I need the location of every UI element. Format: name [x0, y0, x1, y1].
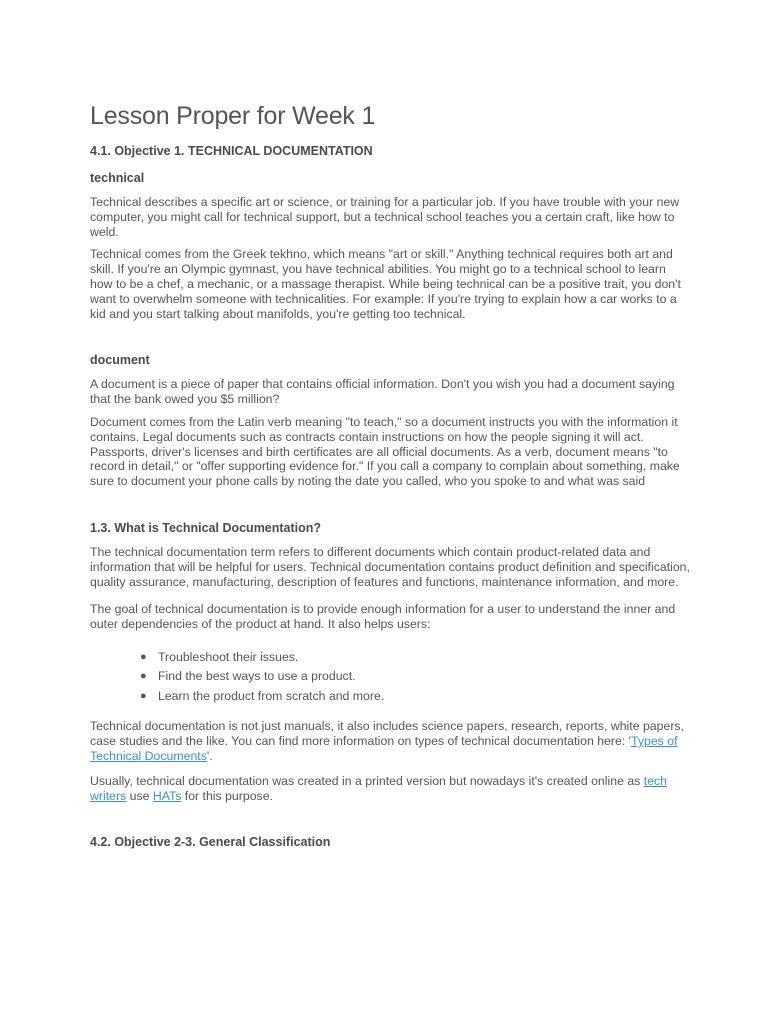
term-technical-heading: technical	[90, 171, 145, 185]
paragraph-3-text: Technical documentation is not just manuals, it also includes science papers, research, reports, white papers, case studies and the like. You can find more information on types of technical documentation here: '	[90, 719, 684, 749]
tech-writers-link[interactable]: tech writers	[90, 773, 667, 803]
list-item-text: Learn the product from scratch and more.	[158, 688, 385, 703]
section-1-3-paragraph-1: The technical documentation term refers to different documents which contain product-related data and information that will be helpful for users. Technical documentation contains product definition and specification, quality assurance, manufacturing, description of features and functions, maintenance information, and more.	[90, 544, 690, 589]
types-of-technical-documents-link[interactable]: Types of Technical Documents	[90, 734, 678, 764]
technical-paragraph-1: Technical describes a specific art or science, or training for a particular job. If you have trouble with your new computer, you might call for technical support, but a technical school teaches you a certain craft, like how to weld.	[90, 195, 680, 239]
technical-paragraph-2: Technical comes from the Greek tekhno, which means "art or skill." Anything technical requires both art and skill. If you're an Olympic gymnast, you have technical abilities. You might go to a technical school to learn how to be a chef, a mechanic, or a massage therapist. While being technical can be a positive trait, you don't want to overwhelm someone with technicalities. For example: If you're trying to explain how a car works to a kid and you start talking about manifolds, you're getting too technical.	[90, 247, 681, 321]
hats-link[interactable]: HATs	[152, 788, 182, 803]
list-item-text: Troubleshoot their issues.	[158, 649, 299, 664]
list-item	[140, 648, 690, 668]
objective23-heading: 4.2. Objective 2-3. General Classification	[90, 835, 331, 850]
bullet-icon: ●	[140, 650, 147, 663]
section-1-3-paragraph-3	[90, 719, 690, 763]
section-1-3-paragraph-4	[90, 774, 690, 804]
paragraph-3-suffix: '.	[206, 749, 213, 764]
term-document-heading: document	[90, 353, 150, 368]
help-list	[90, 648, 690, 707]
paragraph-4-text: Usually, technical documentation was created in a printed version but nowadays it's created online as	[90, 773, 644, 788]
paragraph-4-mid: use	[126, 788, 153, 803]
list-item	[140, 687, 690, 707]
list-item-text: Find the best ways to use a product.	[158, 669, 356, 684]
bullet-icon: ●	[140, 689, 147, 702]
section-1-3-heading: 1.3. What is Technical Documentation?	[90, 520, 322, 535]
paragraph-4-suffix: for this purpose.	[181, 788, 273, 803]
document-paragraph-2: Document comes from the Latin verb meaning "to teach," so a document instructs you with the information it contains. Legal documents such as contracts contain instructions on how the people signing it will act. Passports, driver's licenses and birth certificates are all official documents. As a verb, document means "to record in detail," or "offer supporting evidence for." If you call a company to complain about something, make sure to document your phone calls by noting the date you called, who you spoke to and what was said	[90, 414, 680, 489]
document-content	[90, 100, 690, 851]
page-title: Lesson Proper for Week 1	[90, 102, 376, 130]
list-item	[140, 667, 690, 687]
section-1-3-paragraph-2: The goal of technical documentation is to provide enough information for a user to understand the inner and outer dependencies of the product at hand. It also helps users:	[90, 602, 676, 632]
objective1-heading: 4.1. Objective 1. TECHNICAL DOCUMENTATION	[90, 144, 373, 158]
document-paragraph-1: A document is a piece of paper that contains official information. Don't you wish you had a document saying that the bank owed you $5 million?	[90, 377, 675, 407]
bullet-icon: ●	[140, 670, 147, 683]
